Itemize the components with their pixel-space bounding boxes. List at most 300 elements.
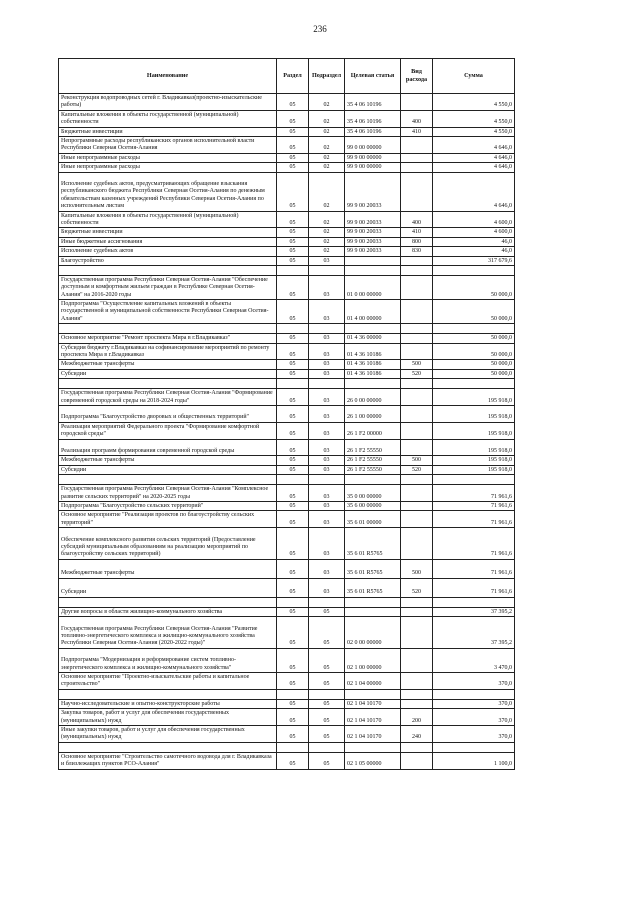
cell-subsection: 02 [309,211,345,228]
cell-target: 35 6 00 00000 [345,502,401,511]
cell-name: Реализация программ формирования современной городской среды [59,439,277,456]
cell-subsection: 02 [309,163,345,172]
cell-section: 05 [277,422,309,439]
table-row [59,163,515,172]
spacer-cell [309,379,345,389]
table-row [59,439,515,456]
cell-name: Подпрограмма "Осуществление капитальных вложений в объекты государственной и муниципальной собственности Республики Северная Осетия-Алания" [59,300,277,324]
cell-section: 05 [277,110,309,127]
cell-type: 520 [401,465,433,474]
cell-name: Межбюджетные трансферты [59,559,277,578]
cell-sum: 1 100,0 [433,752,515,769]
spacer-cell [59,324,277,334]
cell-sum: 46,0 [433,237,515,246]
table-header-row [59,59,515,94]
spacer-cell [309,689,345,699]
cell-name: Капитальные вложения в объекты государственной (муниципальной) собственности [59,211,277,228]
cell-sum: 370,0 [433,709,515,726]
table-row [59,334,515,343]
table-row [59,422,515,439]
cell-sum: 37 395,2 [433,617,515,649]
cell-subsection: 03 [309,275,345,299]
header-name: Наименование [59,59,277,94]
cell-type [401,163,433,172]
cell-target: 99 9 00 20033 [345,228,401,237]
cell-target: 35 6 01 R5765 [345,559,401,578]
spacer-cell [345,742,401,752]
spacer-cell [277,689,309,699]
cell-target: 35 4 06 10196 [345,127,401,136]
cell-type: 500 [401,559,433,578]
spacer-cell [59,379,277,389]
cell-type [401,343,433,360]
header-type: Вид расхода [401,59,433,94]
cell-name: Подпрограмма "Благоустройство сельских территорий" [59,502,277,511]
cell-name: Бюджетные инвестиции [59,228,277,237]
table-row [59,752,515,769]
cell-name: Субсидии [59,578,277,597]
spacer-cell [59,597,277,607]
header-section: Раздел [277,59,309,94]
cell-subsection: 03 [309,300,345,324]
cell-sum: 195 918,0 [433,422,515,439]
table-row [59,528,515,560]
cell-target: 35 0 00 00000 [345,485,401,502]
cell-sum: 195 918,0 [433,456,515,465]
cell-sum: 71 961,6 [433,502,515,511]
cell-sum: 370,0 [433,672,515,689]
table-row [59,94,515,111]
cell-type [401,300,433,324]
cell-name: Государственная программа Республики Северная Осетия-Алания "Формирование современной городской среды на 2018-2024 годы" [59,389,277,406]
cell-section: 05 [277,559,309,578]
cell-target: 26 1 F2 00000 [345,422,401,439]
cell-sum: 50 000,0 [433,300,515,324]
cell-subsection: 05 [309,607,345,616]
table-row [59,172,515,211]
spacer-cell [345,475,401,485]
cell-subsection: 02 [309,247,345,256]
cell-subsection: 03 [309,360,345,369]
table-row [59,502,515,511]
cell-section: 05 [277,247,309,256]
cell-sum: 4 600,0 [433,228,515,237]
table-row [59,300,515,324]
cell-subsection: 02 [309,153,345,162]
cell-section: 05 [277,343,309,360]
cell-type: 410 [401,127,433,136]
spacer-cell [277,742,309,752]
cell-target: 26 1 00 00000 [345,406,401,423]
cell-section: 05 [277,163,309,172]
page-number: 236 [313,24,327,34]
cell-subsection: 03 [309,511,345,528]
table-row [59,389,515,406]
cell-subsection: 02 [309,237,345,246]
cell-type: 400 [401,110,433,127]
cell-subsection: 03 [309,422,345,439]
cell-section: 05 [277,153,309,162]
table-row [59,578,515,597]
spacer-cell [433,475,515,485]
cell-type [401,334,433,343]
spacer-cell [277,597,309,607]
table-row [59,247,515,256]
cell-name: Субсидии [59,465,277,474]
cell-sum: 71 961,6 [433,559,515,578]
cell-type: 500 [401,456,433,465]
header-target: Целевая статья [345,59,401,94]
spacer-cell [277,265,309,275]
cell-sum: 317 679,6 [433,256,515,265]
cell-target: 01 4 36 00000 [345,334,401,343]
table-row [59,485,515,502]
table-row [59,511,515,528]
cell-section: 05 [277,752,309,769]
cell-sum: 4 646,0 [433,172,515,211]
cell-type [401,153,433,162]
cell-type [401,485,433,502]
spacer-cell [433,324,515,334]
spacer-cell [277,475,309,485]
cell-type [401,172,433,211]
table-row [59,465,515,474]
table-row [59,406,515,423]
table-spacer-row [59,742,515,752]
cell-type [401,256,433,265]
cell-sum: 3 470,0 [433,648,515,672]
cell-subsection: 03 [309,343,345,360]
cell-subsection: 05 [309,617,345,649]
cell-subsection: 03 [309,256,345,265]
spacer-cell [433,265,515,275]
cell-section: 05 [277,211,309,228]
cell-type [401,699,433,708]
cell-section: 05 [277,172,309,211]
cell-subsection: 05 [309,648,345,672]
table-row [59,725,515,742]
spacer-cell [433,379,515,389]
cell-name: Государственная программа Республики Северная Осетия-Алания "Комплексное развитие сельских территорий" на 2020-2025 годы [59,485,277,502]
cell-name: Иные бюджетные ассигнования [59,237,277,246]
cell-section: 05 [277,607,309,616]
cell-section: 05 [277,300,309,324]
cell-target: 99 9 00 00000 [345,163,401,172]
table-row [59,136,515,153]
cell-section: 05 [277,439,309,456]
cell-target: 02 1 05 00000 [345,752,401,769]
cell-type [401,422,433,439]
cell-section: 05 [277,725,309,742]
table-body [59,94,515,770]
cell-target: 35 4 06 10196 [345,110,401,127]
cell-subsection: 03 [309,559,345,578]
cell-section: 05 [277,709,309,726]
cell-name: Иные непрограммные расходы [59,153,277,162]
spacer-cell [277,324,309,334]
cell-type [401,136,433,153]
cell-subsection: 02 [309,127,345,136]
cell-name: Исполнение судебных актов, предусматривающих обращение взыскания республиканского бюджета Республики Северная Осетия-Алания по денежным обязательствам казенных учреждений Республики Северная Осетия-Алания по исполнительным листам [59,172,277,211]
cell-type: 240 [401,725,433,742]
cell-subsection: 05 [309,709,345,726]
cell-name: Иные закупки товаров, работ и услуг для обеспечения государственных (муниципальных) нужд [59,725,277,742]
cell-section: 05 [277,456,309,465]
spacer-cell [345,265,401,275]
cell-sum: 71 961,6 [433,511,515,528]
spacer-cell [309,475,345,485]
table-row [59,127,515,136]
spacer-cell [401,475,433,485]
table-row [59,456,515,465]
cell-name: Государственная программа Республики Северная Осетия-Алания "Развитие топливно-энергетического комплекса и жилищно-коммунального хозяйства Республики Северная Осетия-Алания (2020-2022 годы)" [59,617,277,649]
spacer-cell [401,324,433,334]
cell-target: 02 1 04 10170 [345,725,401,742]
cell-subsection: 05 [309,752,345,769]
table-row [59,237,515,246]
cell-target [345,256,401,265]
cell-target: 01 4 36 10186 [345,343,401,360]
cell-name: Иные непрограммные расходы [59,163,277,172]
spacer-cell [345,324,401,334]
table-row [59,559,515,578]
cell-target: 26 0 00 00000 [345,389,401,406]
cell-section: 05 [277,369,309,378]
cell-type [401,752,433,769]
cell-name: Реконструкция водопроводных сетей г. Владикавказ(проектно-изыскательские работы) [59,94,277,111]
cell-subsection: 02 [309,110,345,127]
spacer-cell [59,742,277,752]
cell-type [401,672,433,689]
cell-target: 01 4 36 10186 [345,369,401,378]
cell-subsection: 02 [309,228,345,237]
cell-sum: 50 000,0 [433,343,515,360]
cell-name: Научно-исследовательские и опытно-конструкторские работы [59,699,277,708]
cell-type: 520 [401,578,433,597]
cell-target: 99 9 00 20033 [345,172,401,211]
cell-name: Реализация мероприятий Федерального проекта "Формирование комфортной городской среды" [59,422,277,439]
cell-sum: 50 000,0 [433,334,515,343]
cell-section: 05 [277,406,309,423]
cell-sum: 4 550,0 [433,94,515,111]
cell-section: 05 [277,485,309,502]
cell-target: 01 4 36 10186 [345,360,401,369]
cell-section: 05 [277,389,309,406]
table-row [59,228,515,237]
spacer-cell [277,379,309,389]
spacer-cell [309,742,345,752]
cell-name: Основное мероприятие "Реализация проектов по благоустройству сельских территорий" [59,511,277,528]
cell-target: 99 9 00 20033 [345,237,401,246]
cell-type: 830 [401,247,433,256]
cell-name: Подпрограмма "Благоустройство дворовых и общественных территорий" [59,406,277,423]
spacer-cell [59,475,277,485]
cell-name: Капитальные вложения в объекты государственной (муниципальной) собственности [59,110,277,127]
cell-sum: 4 600,0 [433,211,515,228]
cell-target: 99 9 00 20033 [345,247,401,256]
cell-type [401,502,433,511]
table-spacer-row [59,265,515,275]
cell-type: 410 [401,228,433,237]
table-spacer-row [59,379,515,389]
table-row [59,275,515,299]
spacer-cell [309,265,345,275]
cell-subsection: 02 [309,136,345,153]
cell-sum: 46,0 [433,247,515,256]
cell-target: 02 0 00 00000 [345,617,401,649]
spacer-cell [59,689,277,699]
cell-type [401,648,433,672]
cell-target: 01 0 00 00000 [345,275,401,299]
cell-target [345,607,401,616]
cell-target: 26 1 F2 55550 [345,456,401,465]
spacer-cell [401,379,433,389]
cell-target: 99 9 00 00000 [345,153,401,162]
cell-target: 01 4 00 00000 [345,300,401,324]
cell-subsection: 03 [309,465,345,474]
cell-type [401,439,433,456]
cell-section: 05 [277,672,309,689]
cell-type [401,511,433,528]
cell-subsection: 03 [309,334,345,343]
cell-target: 35 4 06 10196 [345,94,401,111]
table-row [59,211,515,228]
cell-name: Непрограммные расходы республиканских органов исполнительной власти Республики Северная Осетия-Алания [59,136,277,153]
cell-name: Основное мероприятие "Проектно-изыскательские работы и капитальное строительство" [59,672,277,689]
cell-section: 05 [277,136,309,153]
cell-target: 26 1 F2 55550 [345,439,401,456]
cell-sum: 71 961,6 [433,528,515,560]
table-row [59,648,515,672]
cell-sum: 50 000,0 [433,369,515,378]
cell-subsection: 03 [309,502,345,511]
table-spacer-row [59,475,515,485]
cell-subsection: 03 [309,528,345,560]
spacer-cell [433,689,515,699]
cell-section: 05 [277,528,309,560]
cell-name: Подпрограмма "Модернизация и реформирование систем топливно-энергетического комплекса и жилищно-коммунального хозяйства" [59,648,277,672]
cell-sum: 4 646,0 [433,163,515,172]
cell-type [401,607,433,616]
cell-sum: 195 918,0 [433,465,515,474]
cell-type [401,275,433,299]
cell-subsection: 05 [309,725,345,742]
cell-name: Субсидии [59,369,277,378]
cell-type [401,617,433,649]
cell-section: 05 [277,237,309,246]
cell-type [401,406,433,423]
cell-target: 35 6 01 R5765 [345,578,401,597]
cell-name: Благоустройство [59,256,277,265]
cell-subsection: 03 [309,456,345,465]
cell-type [401,94,433,111]
table-row [59,699,515,708]
spacer-cell [433,597,515,607]
cell-section: 05 [277,256,309,265]
cell-subsection: 05 [309,672,345,689]
cell-sum: 195 918,0 [433,439,515,456]
cell-section: 05 [277,511,309,528]
cell-name: Государственная программа Республики Северная Осетия-Алания "Обеспечение доступным и комфортным жильем граждан в Республике Северная Осетия-Алания" на 2016-2020 годы [59,275,277,299]
cell-sum: 4 550,0 [433,127,515,136]
cell-section: 05 [277,699,309,708]
table-row [59,360,515,369]
cell-section: 05 [277,127,309,136]
cell-name: Закупка товаров, работ и услуг для обеспечения государственных (муниципальных) нужд [59,709,277,726]
cell-subsection: 03 [309,485,345,502]
cell-type: 200 [401,709,433,726]
table-row [59,617,515,649]
cell-sum: 370,0 [433,725,515,742]
cell-target: 35 6 01 R5765 [345,528,401,560]
cell-section: 05 [277,360,309,369]
table-spacer-row [59,597,515,607]
cell-target: 99 0 00 00000 [345,136,401,153]
cell-sum: 50 000,0 [433,275,515,299]
cell-name: Основное мероприятие "Ремонт проспекта Мира в г.Владикавказ" [59,334,277,343]
cell-name: Основное мероприятие "Строительство самотечного водовода для г. Владикавказа и близлежащих пунктов РСО-Алания" [59,752,277,769]
spacer-cell [345,597,401,607]
cell-type: 800 [401,237,433,246]
spacer-cell [401,597,433,607]
budget-table [58,58,515,770]
cell-sum: 195 918,0 [433,406,515,423]
spacer-cell [59,265,277,275]
cell-target: 02 1 04 00000 [345,672,401,689]
spacer-cell [345,689,401,699]
cell-sum: 195 918,0 [433,389,515,406]
cell-sum: 37 395,2 [433,607,515,616]
cell-target: 02 1 04 10170 [345,699,401,708]
spacer-cell [345,379,401,389]
cell-section: 05 [277,465,309,474]
spacer-cell [433,742,515,752]
cell-sum: 71 961,6 [433,485,515,502]
cell-sum: 4 550,0 [433,110,515,127]
cell-type: 400 [401,211,433,228]
cell-section: 05 [277,228,309,237]
cell-subsection: 02 [309,172,345,211]
cell-target: 26 1 F2 55550 [345,465,401,474]
cell-name: Межбюджетные трансферты [59,456,277,465]
cell-sum: 4 646,0 [433,153,515,162]
header-subsection: Подраздел [309,59,345,94]
cell-name: Другие вопросы в области жилищно-коммунального хозяйства [59,607,277,616]
table-row [59,153,515,162]
cell-name: Исполнение судебных актов [59,247,277,256]
cell-sum: 4 646,0 [433,136,515,153]
cell-subsection: 03 [309,578,345,597]
cell-subsection: 03 [309,369,345,378]
cell-name: Бюджетные инвестиции [59,127,277,136]
cell-sum: 370,0 [433,699,515,708]
cell-target: 35 6 01 00000 [345,511,401,528]
cell-subsection: 02 [309,94,345,111]
cell-target: 02 1 00 00000 [345,648,401,672]
cell-name: Субсидия бюджету г.Владикавказ на софинансирование мероприятий по ремонту проспекта Мира в г.Владикавказ [59,343,277,360]
cell-type: 500 [401,360,433,369]
cell-section: 05 [277,94,309,111]
cell-subsection: 03 [309,439,345,456]
cell-type [401,389,433,406]
table-row [59,672,515,689]
cell-target: 99 9 00 20033 [345,211,401,228]
spacer-cell [309,597,345,607]
spacer-cell [401,689,433,699]
cell-type [401,528,433,560]
cell-section: 05 [277,334,309,343]
table-row [59,369,515,378]
